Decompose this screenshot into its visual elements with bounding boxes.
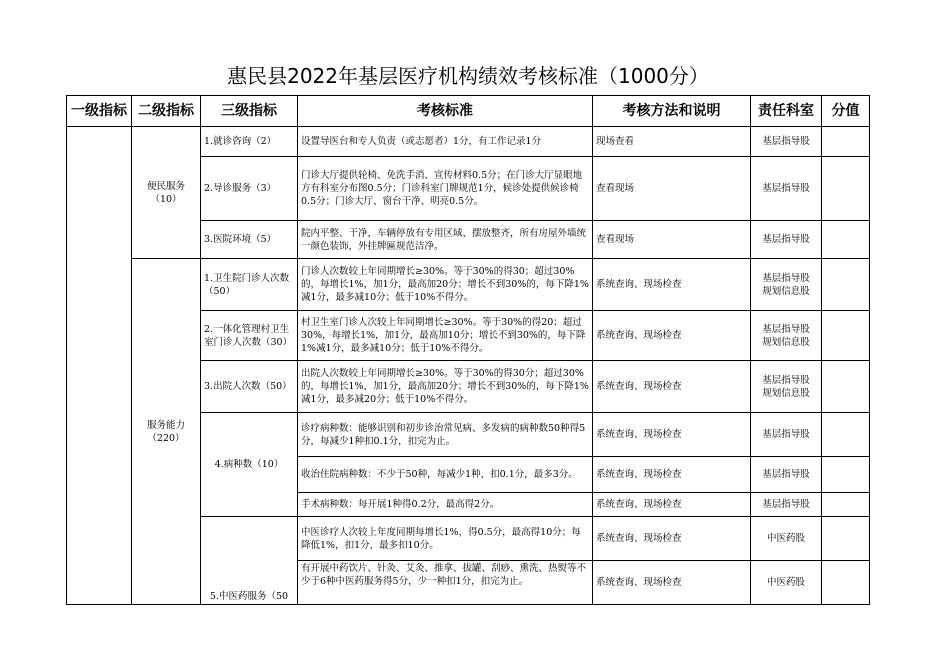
dept-cell: 基层指导股 (751, 457, 822, 493)
dept-cell: 基层指导股 规划信息股 (751, 311, 822, 361)
score-cell (822, 311, 870, 361)
level1-cell (67, 127, 132, 605)
standard-cell: 门诊人次数较上年同期增长≥30%。等于30%的得30；超过30%的，每增长1%，加1分，最高加20分；增长不到30%的，每下降1%减1分，最多减10分；低于10%不得分。 (298, 259, 593, 311)
header-method: 考核方法和说明 (593, 96, 751, 127)
level3-cell: 3.出院人次数（50） (201, 361, 298, 413)
method-cell: 系统查询、现场检查 (593, 311, 751, 361)
level3-cell: 5.中医药服务（50 (201, 517, 298, 605)
dept-cell: 基层指导股 (751, 221, 822, 259)
header-standard: 考核标准 (298, 96, 593, 127)
level3-cell: 1.就诊咨询（2） (201, 127, 298, 157)
dept-cell: 基层指导股 (751, 413, 822, 457)
score-cell (822, 157, 870, 221)
score-cell (822, 493, 870, 517)
dept-cell: 基层指导股 (751, 493, 822, 517)
page-title: 惠民县2022年基层医疗机构绩效考核标准（1000分） (227, 64, 709, 88)
level3-cell: 1.卫生院门诊人次数（50） (201, 259, 298, 311)
standard-cell: 设置导医台和专人负责（或志愿者）1分，有工作记录1分 (298, 127, 593, 157)
standard-cell: 有开展中药饮片、针灸、艾灸、推拿、拔罐、刮痧、熏洗、热熨等不少于6种中医药服务得5分，少一种扣1分，扣完为止。 (298, 561, 593, 605)
standard-cell: 出院人次数较上年同期增长≥30%。等于30%的得30分；超过30%的，每增长1%，加1分，最高加20分；增长不到30%的，每下降1%减1分，最多减20分；低于10%不得分。 (298, 361, 593, 413)
score-cell (822, 413, 870, 457)
score-cell (822, 361, 870, 413)
header-level1: 一级指标 (67, 96, 132, 127)
score-cell (822, 221, 870, 259)
dept-cell: 中医药股 (751, 517, 822, 561)
method-cell: 系统查询、现场检查 (593, 517, 751, 561)
method-cell: 系统查询、现场检查 (593, 259, 751, 311)
header-score: 分值 (822, 96, 870, 127)
dept-cell: 基层指导股 规划信息股 (751, 259, 822, 311)
level3-cell: 4.病种数（10） (201, 413, 298, 517)
header-level3: 三级指标 (201, 96, 298, 127)
table-row (67, 259, 870, 311)
assessment-table (66, 95, 870, 605)
standard-cell: 院内平整、干净，车辆停放有专用区域、摆放整齐，所有房屋外墙统一颜色装饰，外挂牌匾规范洁净。 (298, 221, 593, 259)
header-dept: 责任科室 (751, 96, 822, 127)
level3-cell: 2.导诊服务（3） (201, 157, 298, 221)
header-level2: 二级指标 (132, 96, 201, 127)
standard-cell: 门诊大厅提供轮椅、免洗手消、宣传材料0.5分；在门诊大厅显眼地方有科室分布图0.5分；门诊科室门牌规范1分，候诊处提供候诊椅0.5分；门诊大厅、窗台干净、明亮0.5分。 (298, 157, 593, 221)
score-cell (822, 127, 870, 157)
score-cell (822, 561, 870, 605)
method-cell: 系统查询、现场检查 (593, 561, 751, 605)
method-cell: 系统查询、现场检查 (593, 361, 751, 413)
standard-cell: 中医诊疗人次较上年度同期每增长1%，得0.5分，最高得10分；每降低1%，扣1分，最多扣10分。 (298, 517, 593, 561)
standard-cell: 手术病种数：每开展1种得0.2分，最高得2分。 (298, 493, 593, 517)
score-cell (822, 259, 870, 311)
method-cell: 查看现场 (593, 221, 751, 259)
standard-cell: 村卫生室门诊人次较上年同期增长≥30%。等于30%的得20；超过30%，每增长1%，加1分，最高加10分；增长不到30%的，每下降1%减1分，最多减10分；低于10%不得分。 (298, 311, 593, 361)
standard-cell: 诊疗病种数：能够识别和初步诊治常见病、多发病的病种数50种得5分，每减少1种扣0.1分，扣完为止。 (298, 413, 593, 457)
method-cell: 系统查询、现场检查 (593, 413, 751, 457)
level3-cell: 3.医院环境（5） (201, 221, 298, 259)
table-row (67, 127, 870, 157)
dept-cell: 基层指导股 (751, 127, 822, 157)
level3-cell: 2.一体化管理村卫生室门诊人次数（30） (201, 311, 298, 361)
method-cell: 现场查看 (593, 127, 751, 157)
dept-cell: 基层指导股 规划信息股 (751, 361, 822, 413)
standard-cell: 收治住院病种数：不少于50种，每减少1种，扣0.1分，最多3分。 (298, 457, 593, 493)
level2-bianmin: 便民服务（10） (132, 127, 201, 259)
dept-cell: 基层指导股 (751, 157, 822, 221)
table-header-row (67, 96, 870, 127)
level2-fuwu: 服务能力（220） (132, 259, 201, 605)
method-cell: 系统查询、现场检查 (593, 457, 751, 493)
dept-cell: 中医药股 (751, 561, 822, 605)
method-cell: 系统查询、现场检查 (593, 493, 751, 517)
score-cell (822, 457, 870, 493)
score-cell (822, 517, 870, 561)
method-cell: 查看现场 (593, 157, 751, 221)
